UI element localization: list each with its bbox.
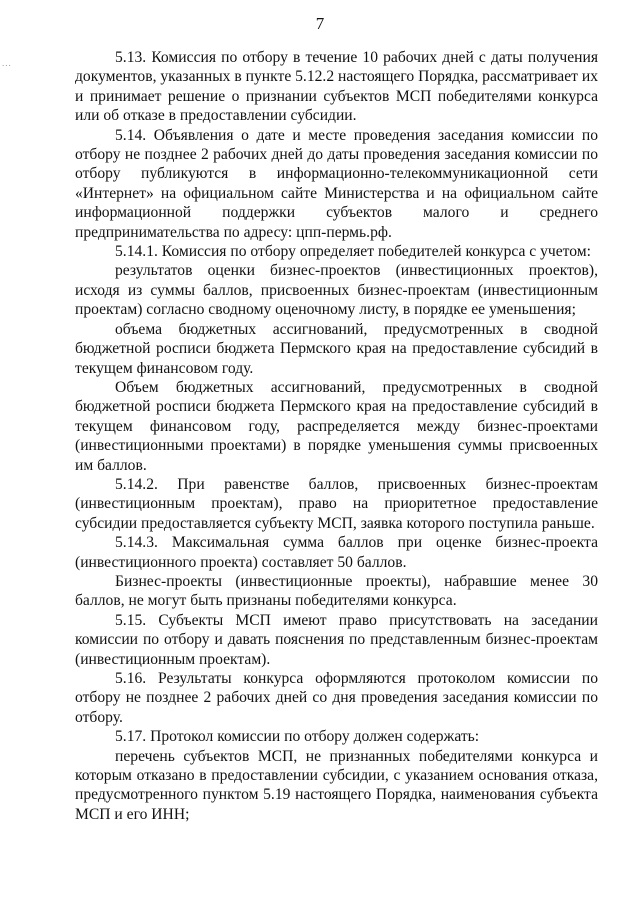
paragraph-5-14: 5.14. Объявления о дате и месте проведения заседания комиссии по отбору не позднее 2 рабочих дней до даты проведения заседания комиссии по отбору публикуются в информационно-телекоммуникационной сети «Интернет» на официальном сайте Министерства и на официальном сайте информационной поддержки субъектов малого и среднего предпринимательства по адресу: цпп-пермь.рф. bbox=[75, 126, 598, 241]
paragraph-5-14-2: 5.14.2. При равенстве баллов, присвоенных бизнес-проектам (инвестиционным проектам), право на приоритетное предоставление субсидии предоставляется субъекту МСП, заявка которого поступила раньше. bbox=[75, 475, 598, 532]
paragraph-5-13: 5.13. Комиссия по отбору в течение 10 рабочих дней с даты получения документов, указанных в пункте 5.12.2 настоящего Порядка, рассматривает их и принимает решение о признании субъектов МСП победителями конкурса или об отказе в предоставлении субсидии. bbox=[75, 49, 598, 125]
paragraph-5-17: 5.17. Протокол комиссии по отбору должен содержать: bbox=[115, 728, 480, 746]
paragraph-5-15: 5.15. Субъекты МСП имеют право присутствовать на заседании комиссии по отбору и давать пояснения по представленным бизнес-проектам (инвестиционным проектам). bbox=[75, 611, 598, 668]
paragraph-criteria-results: результатов оценки бизнес-проектов (инвестиционных проектов), исходя из суммы баллов, присвоенных бизнес-проектам (инвестиционным проектам) согласно сводному оценочному листу, в порядке ее уменьшения; bbox=[75, 262, 598, 319]
paragraph-5-14-3: 5.14.3. Максимальная сумма баллов при оценке бизнес-проекта (инвестиционного проекта) составляет 50 баллов. bbox=[75, 534, 598, 571]
paragraph-5-16: 5.16. Результаты конкурса оформляются протоколом комиссии по отбору не позднее 2 рабочих дней со дня проведения заседания комиссии по отбору. bbox=[75, 670, 598, 726]
paragraph-5-14-1: 5.14.1. Комиссия по отбору определяет победителей конкурса с учетом: bbox=[115, 243, 591, 261]
margin-mark: ... bbox=[2, 58, 12, 68]
paragraph-protocol-list: перечень субъектов МСП, не признанных победителями конкурса и которым отказано в предоставлении субсидии, с указанием основания отказа, предусмотренного пунктом 5.19 настоящего Порядка, наименования субъекта МСП и его ИНН; bbox=[75, 747, 598, 823]
paragraph-budget-distribution: Объем бюджетных ассигнований, предусмотренных в сводной бюджетной росписи бюджета Пермского края на предоставление субсидий в текущем финансовом году, распределяется между бизнес-проектами (инвестиционными проектами) в порядке уменьшения суммы присвоенных им баллов. bbox=[75, 378, 598, 474]
document-body bbox=[75, 48, 598, 824]
paragraph-criteria-budget: объема бюджетных ассигнований, предусмотренных в сводной бюджетной росписи бюджета Пермского края на предоставление субсидий в текущем финансовом году. bbox=[75, 320, 598, 377]
page-number: 7 bbox=[315, 14, 325, 33]
paragraph-min-score: Бизнес-проекты (инвестиционные проекты), набравшие менее 30 баллов, не могут быть признаны победителями конкурса. bbox=[75, 572, 598, 610]
